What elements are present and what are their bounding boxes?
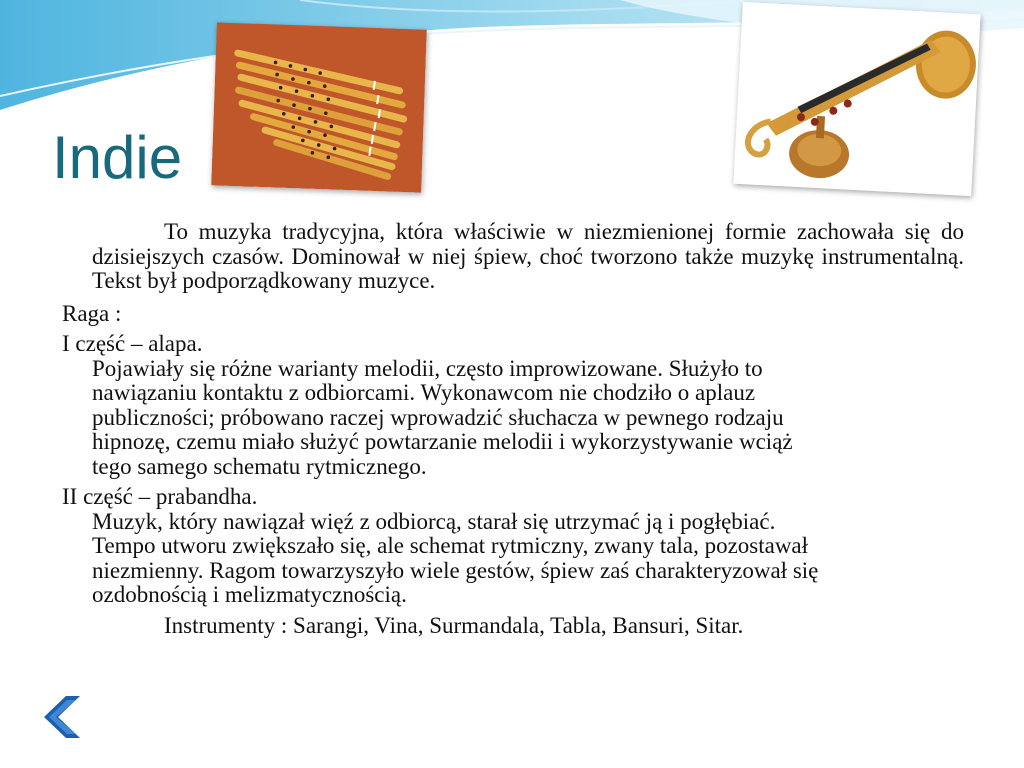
part1-heading: I część – alapa. [62, 331, 203, 356]
part2-line: Tempo utworu zwiększało się, ale schemat rytmiczny, zwany tala, pozostawał [92, 533, 809, 558]
part1-line: Pojawiały się różne warianty melodii, często improwizowane. Służyło to [92, 355, 763, 381]
part2-line: niezmienny. Ragom towarzyszyło wiele gestów, śpiew zaś charakteryzował się [92, 557, 819, 583]
slide-body [62, 220, 964, 638]
part1-line: nawiązaniu kontaktu z odbiorcami. Wykonawcom nie chodziło o aplauz [92, 380, 756, 405]
chevron-left-icon[interactable] [36, 694, 86, 740]
intro-paragraph [62, 220, 964, 294]
raga-label: Raga : [62, 300, 122, 326]
part2-line: Muzyk, który nawiązał więź z odbiorcą, starał się utrzymać ją i pogłębiać. [92, 508, 776, 534]
intro-text: To muzyka tradycyjna, która właściwie w niezmienionej formie zachowała się do dzisiejszych czasów. Dominował w niej śpiew, choć tworzono także muzykę instrumentalną. Tekst był podporządkowany muzyce. [92, 219, 964, 293]
part1-line: tego samego schematu rytmicznego. [92, 453, 427, 479]
part1-line: hipnozę, czemu miało służyć powtarzanie melodii i wykorzystywanie wciąż [92, 429, 793, 454]
bansuri-flutes-photo [211, 22, 427, 192]
slide-title: Indie [52, 124, 183, 191]
instruments-line: Instrumenty : Sarangi, Vina, Surmandala, Tabla, Bansuri, Sitar. [164, 612, 744, 638]
part2-line: ozdobnością i melizmatycznością. [92, 582, 407, 607]
part2-heading: II część – prabandha. [62, 484, 258, 509]
part1-line: publiczności; próbowano raczej wprowadzić słuchacza w pewnego rodzaju [92, 404, 784, 430]
vina-instrument-photo [733, 2, 980, 196]
